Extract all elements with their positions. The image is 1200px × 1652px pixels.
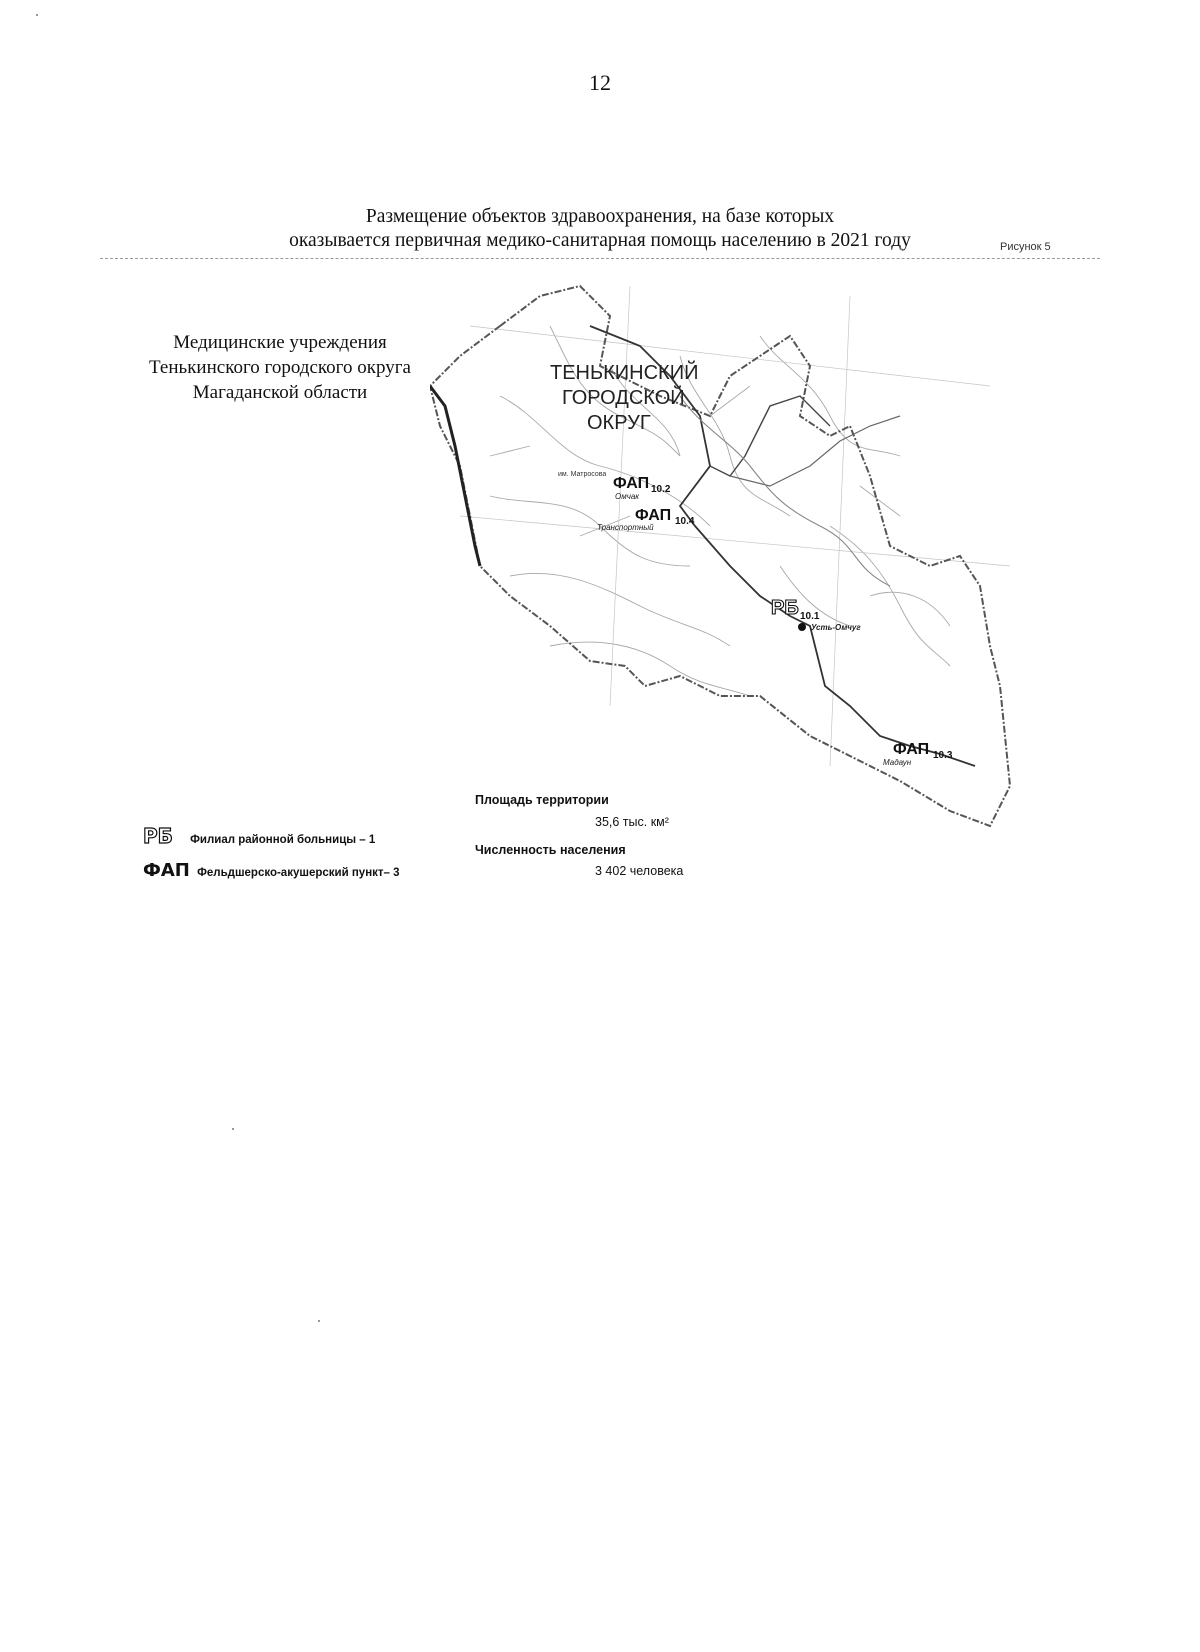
facility-code: 10.4 bbox=[675, 516, 695, 527]
facility-type: ФАП bbox=[613, 475, 650, 492]
facility-code: 10.3 bbox=[933, 750, 953, 761]
region-label-line-3: ОКРУГ bbox=[587, 412, 651, 434]
figure-label: Рисунок 5 bbox=[1000, 241, 1051, 253]
district-map bbox=[430, 266, 1040, 876]
facility-code: 10.1 bbox=[800, 611, 820, 622]
map-subtitle-line-2: Тенькинского городского округа bbox=[149, 357, 411, 378]
settlement-dot bbox=[798, 623, 806, 631]
title-divider bbox=[100, 258, 1100, 259]
map-subtitle-line-1: Медицинские учреждения bbox=[173, 332, 387, 353]
scan-speck bbox=[36, 14, 38, 16]
map-subtitle-line-3: Магаданской области bbox=[192, 382, 368, 403]
facility-type: ФАП bbox=[635, 507, 672, 524]
scan-speck bbox=[318, 1320, 320, 1322]
map-subtitle bbox=[100, 330, 460, 405]
legend-symbol-rb: РБ bbox=[143, 824, 173, 848]
facility-marker-fap-10-2 bbox=[613, 475, 671, 501]
region-label-line-1: ТЕНЬКИНСКИЙ bbox=[550, 362, 699, 384]
facility-marker-rb-10-1 bbox=[771, 597, 861, 632]
page-title-line-2: оказывается первичная медико-санитарная помощь населению в 2021 году bbox=[289, 230, 911, 251]
settlement-label-matrosova: им. Матросова bbox=[558, 471, 607, 478]
page-title-line-1: Размещение объектов здравоохранения, на базе которых bbox=[365, 206, 835, 227]
area-value: 35,6 тыс. км² bbox=[595, 815, 669, 829]
legend-text-rb: Филиал районной больницы – 1 bbox=[190, 834, 376, 846]
area-label: Площадь территории bbox=[475, 793, 609, 807]
road-branch-east bbox=[730, 416, 900, 486]
legend-item-rb bbox=[143, 824, 375, 848]
facility-place: Омчак bbox=[615, 492, 640, 501]
grid-lines bbox=[460, 286, 1010, 766]
facility-type: РБ bbox=[771, 597, 799, 619]
facility-marker-fap-10-4 bbox=[597, 507, 695, 532]
legend-symbol-fap: ФАП bbox=[143, 860, 190, 881]
river-main bbox=[680, 396, 890, 586]
facility-place: Усть-Омчуг bbox=[811, 623, 861, 632]
legend-item-fap bbox=[143, 860, 400, 881]
page-title bbox=[150, 205, 1050, 253]
legend-text-fap: Фельдшерско-акушерский пункт– 3 bbox=[197, 867, 400, 879]
facility-type: ФАП bbox=[893, 741, 930, 758]
facility-code: 10.2 bbox=[651, 484, 671, 495]
region-label-line-2: ГОРОДСКОЙ bbox=[562, 387, 685, 409]
page-number: 12 bbox=[589, 70, 611, 95]
population-label: Численность населения bbox=[475, 843, 626, 857]
facility-place: Мадаун bbox=[883, 758, 912, 767]
scan-speck bbox=[232, 1128, 234, 1130]
facility-place: Транспортный bbox=[597, 523, 654, 532]
facility-marker-fap-10-3 bbox=[883, 741, 953, 767]
population-value: 3 402 человека bbox=[595, 864, 684, 878]
